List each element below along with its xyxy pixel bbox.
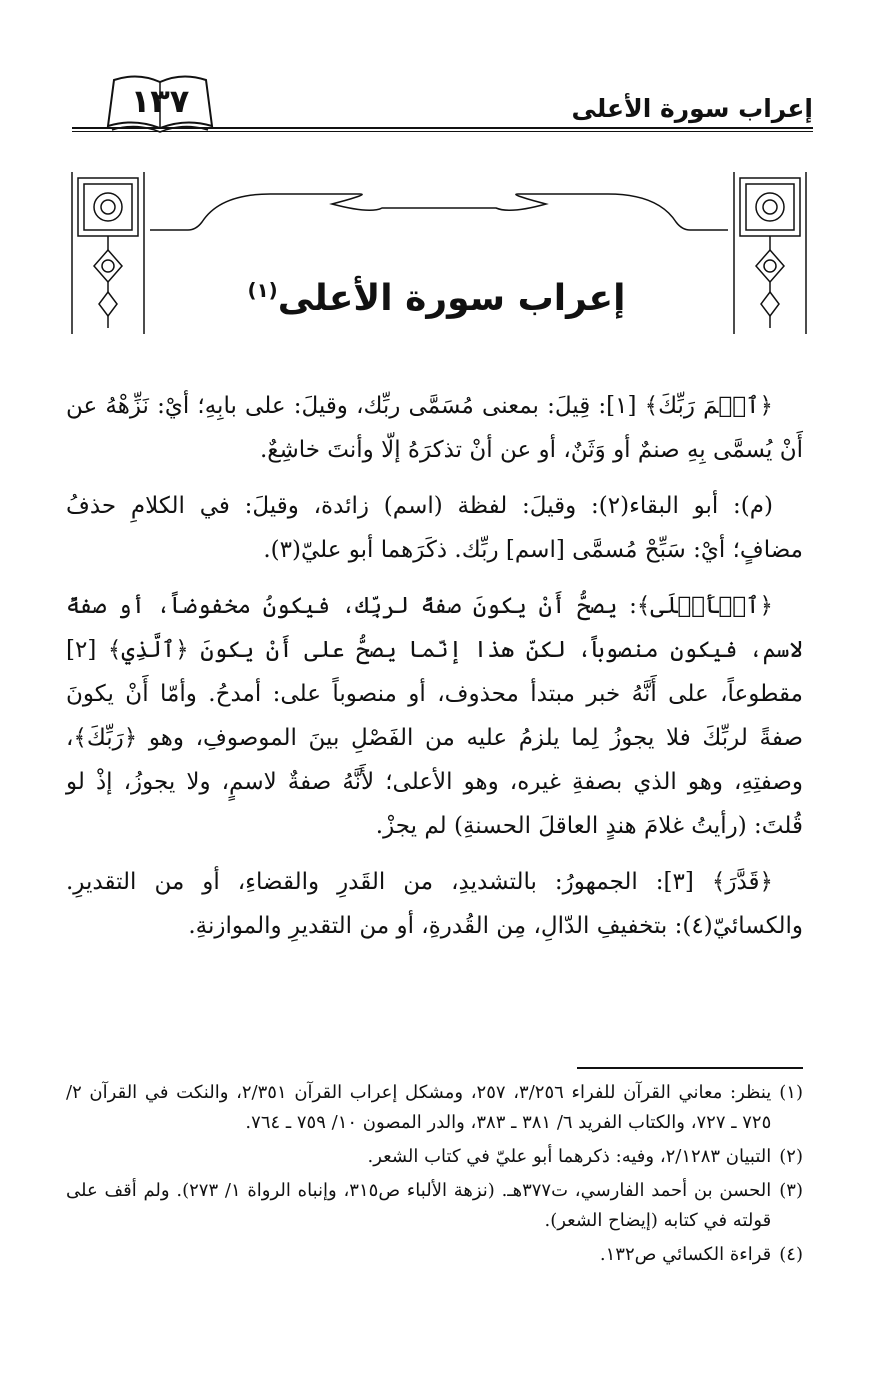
body-text bbox=[66, 384, 803, 960]
paragraph: (م): أبو البقاء(٢): وقيلَ: لفظة (اسم) زائدة، وقيلَ: في الكلامِ حذفُ مضافٍ؛ أيْ: سَبِّحْ مُسمَّى [اسم] ربِّك. ذكَرَهما أبو عليّ(٣). bbox=[66, 493, 803, 563]
footnote bbox=[66, 1176, 803, 1236]
chapter-title-footnote-ref: (١) bbox=[247, 279, 278, 302]
footnote-number: (١) bbox=[779, 1082, 803, 1103]
footnote-text: الحسن بن أحمد الفارسي، ت٣٧٧هـ. (نزهة الألباء ص٣١٥، وإنباه الرواة ١/ ٢٧٣). ولم أقف على قولته في كتابه (إيضاح الشعر). bbox=[66, 1180, 772, 1231]
running-title: إعراب سورة الأعلى bbox=[571, 94, 813, 123]
footnote bbox=[66, 1142, 803, 1172]
page-number: ١٣٧ bbox=[130, 82, 190, 120]
chapter-title bbox=[0, 278, 873, 319]
footnote-number: (٢) bbox=[779, 1146, 803, 1167]
running-header bbox=[72, 70, 813, 140]
footnote bbox=[66, 1078, 803, 1138]
header-rule bbox=[72, 127, 813, 129]
footnote-text: التبيان ٢/١٢٨٣، وفيه: ذكرهما أبو عليّ في كتاب الشعر. bbox=[367, 1146, 772, 1167]
footnote bbox=[66, 1240, 803, 1270]
paragraph: ﴿ٱسۡمَ رَبِّكَ﴾ [١]: قِيلَ: بمعنى مُسَمَّى ربِّك، وقيلَ: على بابِهِ؛ أيْ: نَزِّهْهُ عن أَنْ يُسمَّى بِهِ صنمٌ أو وَثَنٌ، أو عن أنْ تذكرَهُ إلّا وأنتَ خاشِعٌ. bbox=[66, 393, 803, 463]
footnote-number: (٣) bbox=[779, 1180, 803, 1201]
chapter-title-text: إعراب سورة الأعلى bbox=[277, 278, 626, 319]
footnote-text: قراءة الكسائي ص١٣٢. bbox=[599, 1244, 772, 1265]
footnotes bbox=[66, 1078, 803, 1274]
paragraph: ﴿ٱلۡأَعۡلَى﴾: يصحُّ أَنْ يكونَ صفةً لربِّك، فيكونُ مخفوضاً، أو صفةً لاسم، فيكون منصوباً، لكنّ هذا إنّما يصحُّ على أَنْ يكونَ ﴿ٱلَّذِي﴾ [٢] مقطوعاً، على أَنَّهُ خبر مبتدأ محذوف، أو منصوباً على: أمدحُ. وأمّا أَنْ يكونَ صفةً لربِّكَ فلا يجوزُ لِما يلزمُ عليه من الفَصْلِ بينَ الموصوفِ، وهو ﴿رَبِّكَ﴾، وصفتِهِ، وهو الذي بصفةِ غيره، وهو الأعلى؛ لأَنَّهُ صفةٌ لاسمٍ، ولا يجوزُ، إذْ لو قُلتَ: (رأيتُ غلامَ هندٍ العاقلَ الحسنةِ) لم يجزْ. bbox=[66, 593, 803, 839]
footnote-text: ينظر: معاني القرآن للفراء ٣/٢٥٦، ٢٥٧، ومشكل إعراب القرآن ٢/٣٥١، والنكت في القرآن ٢/ ٧٢٥ ـ ٧٢٧، والكتاب الفريد ٦/ ٣٨١ ـ ٣٨٣، والدر المصون ١٠/ ٧٥٩ ـ ٧٦٤. bbox=[66, 1082, 772, 1133]
paragraph: ﴿قَدَّرَ﴾ [٣]: الجمهورُ: بالتشديدِ، من القَدرِ والقضاءِ، أو من التقديرِ. والكسائيّ(٤): بتخفيفِ الدّالِ، مِن القُدرةِ، أو من التقديرِ والموازنةِ. bbox=[66, 869, 803, 939]
footnote-separator bbox=[577, 1067, 803, 1069]
header-rule-thin bbox=[72, 131, 813, 132]
footnote-number: (٤) bbox=[779, 1244, 803, 1265]
